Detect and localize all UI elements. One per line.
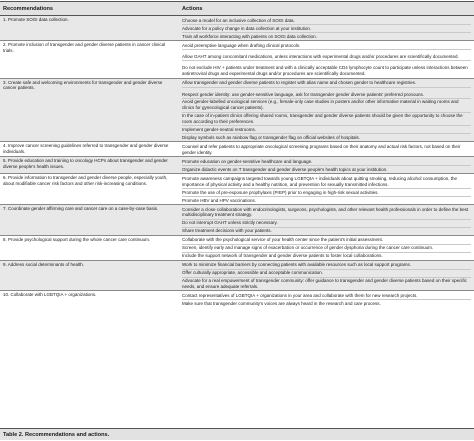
actions-cell bbox=[179, 204, 474, 235]
action-item: Advocate for a policy change in data collection at your institution. bbox=[182, 24, 471, 32]
actions-cell bbox=[179, 174, 474, 205]
recommendation-cell: 2. Promote inclusion of transgender and gender diverse patients in cancer clinical trials. bbox=[0, 40, 179, 78]
action-item: Allow transgender and gender diverse patients to register with alias name and chosen gender to healthcare registries. bbox=[182, 80, 417, 86]
recommendation-cell: 7. Coordinate gender affirming care and cancer care on a case-by-case basis. bbox=[0, 204, 179, 235]
recommendation-cell: 10. Collaborate with LGBTQIA + organizations. bbox=[0, 291, 179, 307]
action-item: Allow GAHT among concomitant medications, unless interactions with experimental drugs and/or procedures are scientifically documented. bbox=[182, 49, 471, 60]
action-item: Display symbols such as rainbow flag or transgender flag on official websites of hospitals. bbox=[182, 133, 471, 141]
action-item: Avoid gender-labelled oncological services (e.g., female-only case studies in posters and/or other informative material in waiting rooms and clinics for gynecological cancer patients). bbox=[182, 98, 471, 112]
action-item: Share treatment decisions with your patients. bbox=[182, 227, 471, 235]
actions-cell bbox=[179, 260, 474, 291]
actions-cell bbox=[179, 291, 474, 307]
action-item: Collaborate with the psychological service of your health center since the patient's initial assessment. bbox=[182, 237, 383, 243]
table-row bbox=[0, 142, 474, 157]
header-actions: Actions bbox=[179, 2, 474, 16]
table-row bbox=[0, 291, 474, 307]
header-recommendations: Recommendations bbox=[0, 2, 179, 16]
actions-cell bbox=[179, 157, 474, 174]
table-body bbox=[0, 16, 474, 308]
action-item: Consider a close collaboration with endocrinologists, surgeons, psychologists, and other relevant health professionals in order to define the best multidisciplinary treatment strategy. bbox=[182, 206, 469, 218]
actions-cell bbox=[179, 235, 474, 260]
table-header bbox=[0, 2, 474, 16]
action-item: Avoid preemptive language when drafting clinical protocols. bbox=[182, 42, 301, 48]
actions-cell bbox=[179, 142, 474, 157]
action-item: Choose a model for an inclusive collection of SOGI data. bbox=[182, 17, 295, 23]
action-item: Promote awareness campaigns targeted towards young LGBTQIA + individuals about quitting smoking, reducing alcohol consumption, the importance of physical activity and a healthy nutrition, and prevention for sexually transmitted infections. bbox=[182, 175, 458, 187]
action-item: Counsel and refer patients to appropriate oncological screening programs based on their anatomy and actual risk factors, not based on their gender identity. bbox=[182, 144, 461, 155]
recommendations-table bbox=[0, 1, 474, 307]
action-item: Promote education on gender-sensitive healthcare and language. bbox=[182, 158, 313, 164]
recommendation-cell: 1. Promote SOGI data collection. bbox=[0, 16, 179, 41]
recommendation-cell: 3. Create safe and welcoming environments for transgender and gender diverse cancer patients. bbox=[0, 78, 179, 142]
table-row bbox=[0, 174, 474, 205]
action-item: Train all workforce interacting with patients on SOGI data collection. bbox=[182, 32, 471, 40]
recommendation-cell: 6. Provide information to transgender and gender diverse people, especially youth, about modifiable cancer risk factors and other risk-increasing conditions. bbox=[0, 174, 179, 205]
action-item: Do not exclude HIV + patients under treatment and with a clinically acceptable CD4 lymphocyte count to participate unless interactions between antiretroviral drugs and experimental drugs and/or procedures are scientifically documented. bbox=[182, 60, 471, 77]
table-row bbox=[0, 235, 474, 260]
table-caption: Table 2. Recommendations and actions. bbox=[0, 428, 474, 440]
actions-cell bbox=[179, 40, 474, 78]
recommendation-cell: 4. Improve cancer screening guidelines referred to transgender and gender diverse individuals. bbox=[0, 142, 179, 157]
action-item: Screen, identify early and manage signs of exacerbation or occurrence of gender dysphoria during the cancer care continuum. bbox=[182, 244, 471, 252]
table-row bbox=[0, 157, 474, 174]
action-item: Advocate for a real empowerment of transgender community: offer guidance to transgender and gender diverse patients based on their specific needs, and ensure adequate referrals. bbox=[182, 277, 471, 291]
action-item: Work to minimize financial barriers by connecting patients with available resources such as local support programs. bbox=[182, 262, 412, 268]
action-item: Organize didactic events on T transgender and gender diverse people's health topics at your institution. bbox=[182, 165, 471, 173]
action-item: Do not interrupt GAHT unless strictly necessary. bbox=[182, 219, 471, 227]
table-row bbox=[0, 40, 474, 78]
actions-cell bbox=[179, 78, 474, 142]
table-row bbox=[0, 16, 474, 41]
action-item: Implement gender-neutral restrooms. bbox=[182, 125, 471, 133]
table-row bbox=[0, 78, 474, 142]
action-item: Offer culturally appropriate, accessible and acceptable communication. bbox=[182, 269, 471, 277]
recommendation-cell: 5. Provide education and training to oncology HCPs about transgender and gender diverse people's health issues. bbox=[0, 157, 179, 174]
actions-cell bbox=[179, 16, 474, 41]
action-item: Promote the use of pre-exposure prophylaxis (PrEP) prior to engaging in high-risk sexual activities. bbox=[182, 188, 471, 196]
table-row bbox=[0, 204, 474, 235]
action-item: Contact representatives of LGBTQIA + organizations in your area and collaborate with them for new research projects. bbox=[182, 292, 418, 298]
recommendation-cell: 9. Address social determinants of health. bbox=[0, 260, 179, 291]
action-item: In the case of in-patient clinics offering shared rooms, transgender and gender diverse patients should be given the opportunity to choose the room according to their preferences. bbox=[182, 112, 471, 126]
action-item: Promote HBV and HPV vaccinations. bbox=[182, 196, 471, 204]
action-item: Respect gender identity: use gender-sensitive language, ask for transgender gender diverse patients' preferred pronouns. bbox=[182, 87, 471, 98]
action-item: Make sure that transgender community's voices are always heard in the research and care process. bbox=[182, 299, 471, 307]
recommendation-cell: 8. Provide psychological support during the whole cancer care continuum. bbox=[0, 235, 179, 260]
table-row bbox=[0, 260, 474, 291]
action-item: Include the support network of transgender and gender diverse patients to foster local collaborations. bbox=[182, 252, 471, 260]
